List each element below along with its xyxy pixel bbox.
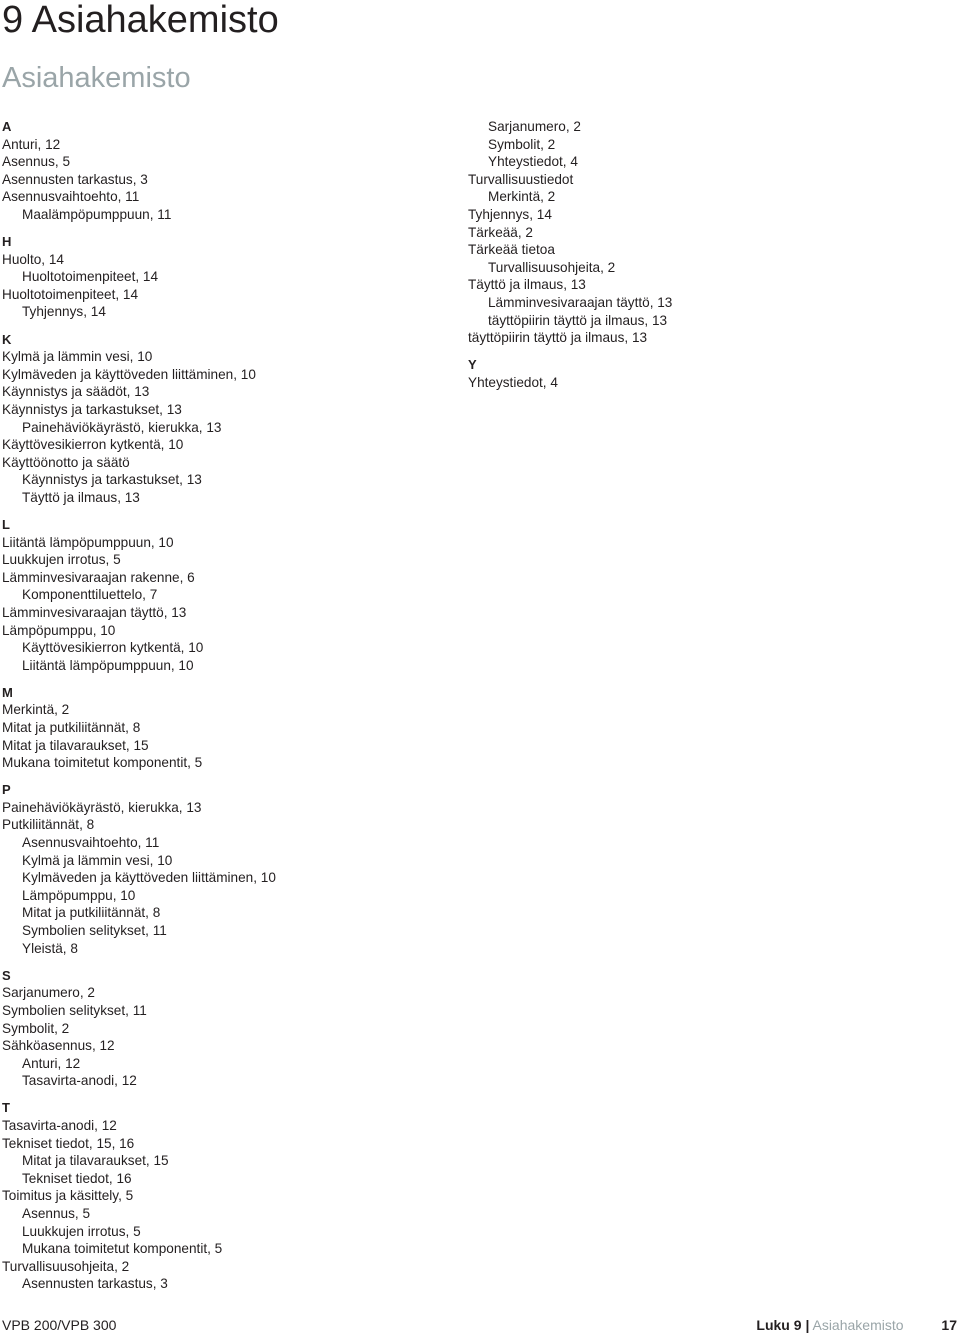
index-subentry: Yhteystiedot, 4 <box>488 154 578 170</box>
index-subentry: Komponenttiluettelo, 7 <box>22 587 158 603</box>
index-entry: Tärkeää, 2 <box>468 224 533 240</box>
index-group <box>2 118 442 224</box>
index-entry: täyttöpiirin täyttö ja ilmaus, 13 <box>468 330 648 346</box>
index-column-left <box>2 118 442 1302</box>
index-subentry: Symbolien selitykset, 11 <box>22 923 167 939</box>
index-subentry: Käynnistys ja tarkastukset, 13 <box>22 472 202 488</box>
index-entry: Kylmä ja lämmin vesi, 10 <box>2 349 153 365</box>
index-entry: Huolto, 14 <box>2 251 64 267</box>
index-subentry: Sarjanumero, 2 <box>488 119 581 134</box>
index-entry: Sarjanumero, 2 <box>2 985 95 1001</box>
index-entry: Täyttö ja ilmaus, 13 <box>468 277 586 293</box>
footer-chapter-title: Asiahakemisto <box>812 1317 904 1333</box>
index-subentry: Anturi, 12 <box>22 1055 81 1071</box>
index-entry: Käyttövesikierron kytkentä, 10 <box>2 437 184 453</box>
index-entry: Asennusvaihtoehto, 11 <box>2 189 140 205</box>
index-entry: Huoltotoimenpiteet, 14 <box>2 286 139 302</box>
index-subentry: Lämminvesivaraajan täyttö, 13 <box>488 294 673 310</box>
index-subentry: Asennusvaihtoehto, 11 <box>22 835 160 851</box>
index-subentry: Kylmä ja lämmin vesi, 10 <box>22 852 173 868</box>
chapter-title-text: Asiahakemisto <box>31 0 279 41</box>
index-letter-heading: Y <box>468 357 477 373</box>
index-entry: Lämminvesivaraajan rakenne, 6 <box>2 569 195 585</box>
index-entry: Mukana toimitetut komponentit, 5 <box>2 755 203 771</box>
index-subentry: Maalämpöpumppuun, 11 <box>22 206 172 222</box>
index-group <box>468 356 938 391</box>
index-letter-heading: L <box>2 516 10 532</box>
index-subentry: Turvallisuusohjeita, 2 <box>488 259 616 275</box>
index-group <box>2 233 442 321</box>
index-subentry: Kylmäveden ja käyttöveden liittäminen, 10 <box>22 870 276 886</box>
index-group <box>2 1099 442 1293</box>
index-subentry: Asennusten tarkastus, 3 <box>22 1276 168 1292</box>
index-entry: Käynnistys ja tarkastukset, 13 <box>2 401 182 417</box>
index-subentry: Tasavirta-anodi, 12 <box>22 1073 137 1089</box>
index-subentry: Yleistä, 8 <box>22 940 78 956</box>
index-entry: Mitat ja putkiliitännät, 8 <box>2 720 141 735</box>
index-subentry: Käyttövesikierron kytkentä, 10 <box>22 640 204 656</box>
index-subentry: Merkintä, 2 <box>488 189 556 205</box>
chapter-number: 9 <box>2 0 24 41</box>
index-entry: Turvallisuustiedot <box>468 171 574 187</box>
index-subentry: Luukkujen irrotus, 5 <box>22 1223 141 1239</box>
index-subentry: Mukana toimitetut komponentit, 5 <box>22 1241 223 1257</box>
index-group <box>2 331 442 507</box>
index-entry: Merkintä, 2 <box>2 702 70 718</box>
footer-chapter: Luku 9 <box>756 1317 802 1333</box>
index-entry: Symbolit, 2 <box>2 1020 70 1036</box>
index-entry: Toimitus ja käsittely, 5 <box>2 1188 134 1204</box>
index-entry: Putkiliitännät, 8 <box>2 817 95 833</box>
index-letter-heading: P <box>2 782 11 798</box>
index-entry: Turvallisuusohjeita, 2 <box>2 1258 130 1274</box>
index-entry: Mitat ja tilavaraukset, 15 <box>2 737 149 753</box>
index-subentry: Lämpöpumppu, 10 <box>22 887 136 903</box>
index-subentry: Painehäviökäyrästö, kierukka, 13 <box>22 419 222 435</box>
index-entry: Asennus, 5 <box>2 154 71 170</box>
index-subentry: Tekniset tiedot, 16 <box>22 1170 132 1186</box>
index-entry: Tasavirta-anodi, 12 <box>2 1117 117 1133</box>
index-subentry: Tyhjennys, 14 <box>22 304 106 320</box>
index-letter-heading: H <box>2 234 12 250</box>
index-column-right <box>468 118 938 401</box>
index-entry: Käyttöönotto ja säätö <box>2 454 130 470</box>
footer-chapter-info <box>756 1316 957 1334</box>
index-subentry: Täyttö ja ilmaus, 13 <box>22 489 140 505</box>
index-subentry: täyttöpiirin täyttö ja ilmaus, 13 <box>488 312 668 328</box>
index-entry: Asennusten tarkastus, 3 <box>2 171 148 187</box>
index-entry: Symbolien selitykset, 11 <box>2 1002 147 1018</box>
index-letter-heading: A <box>2 119 12 134</box>
chapter-title <box>2 0 279 44</box>
index-letter-heading: T <box>2 1100 10 1116</box>
index-subentry: Symbolit, 2 <box>488 136 556 152</box>
index-subentry: Liitäntä lämpöpumppuun, 10 <box>22 657 194 673</box>
index-entry: Käynnistys ja säädöt, 13 <box>2 384 150 400</box>
index-entry: Kylmäveden ja käyttöveden liittäminen, 10 <box>2 366 256 382</box>
index-letter-heading: S <box>2 967 11 983</box>
footer-product: VPB 200/VPB 300 <box>2 1317 117 1333</box>
index-subentry: Huoltotoimenpiteet, 14 <box>22 269 159 285</box>
index-entry: Lämminvesivaraajan täyttö, 13 <box>2 604 187 620</box>
index-entry: Lämpöpumppu, 10 <box>2 622 116 638</box>
index-entry: Anturi, 12 <box>2 136 61 152</box>
index-entry: Painehäviökäyrästö, kierukka, 13 <box>2 799 202 815</box>
index-letter-heading: M <box>2 684 13 700</box>
index-entry: Liitäntä lämpöpumppuun, 10 <box>2 534 174 550</box>
index-group <box>2 781 442 957</box>
footer-separator: | <box>805 1317 810 1333</box>
index-subentry: Asennus, 5 <box>22 1205 91 1221</box>
index-group <box>2 967 442 1090</box>
page-number: 17 <box>941 1317 957 1333</box>
index-entry: Sähköasennus, 12 <box>2 1038 115 1054</box>
index-entry: Luukkujen irrotus, 5 <box>2 552 121 568</box>
index-group <box>468 118 938 347</box>
index-subentry: Mitat ja putkiliitännät, 8 <box>22 905 161 921</box>
index-entry: Tärkeää tietoa <box>468 242 555 258</box>
index-entry: Yhteystiedot, 4 <box>468 374 558 390</box>
index-entry: Tyhjennys, 14 <box>468 206 552 222</box>
index-letter-heading: K <box>2 331 12 347</box>
index-entry: Tekniset tiedot, 15, 16 <box>2 1135 135 1151</box>
index-group <box>2 516 442 674</box>
section-title: Asiahakemisto <box>2 62 191 94</box>
index-subentry: Mitat ja tilavaraukset, 15 <box>22 1153 169 1169</box>
index-group <box>2 684 442 772</box>
